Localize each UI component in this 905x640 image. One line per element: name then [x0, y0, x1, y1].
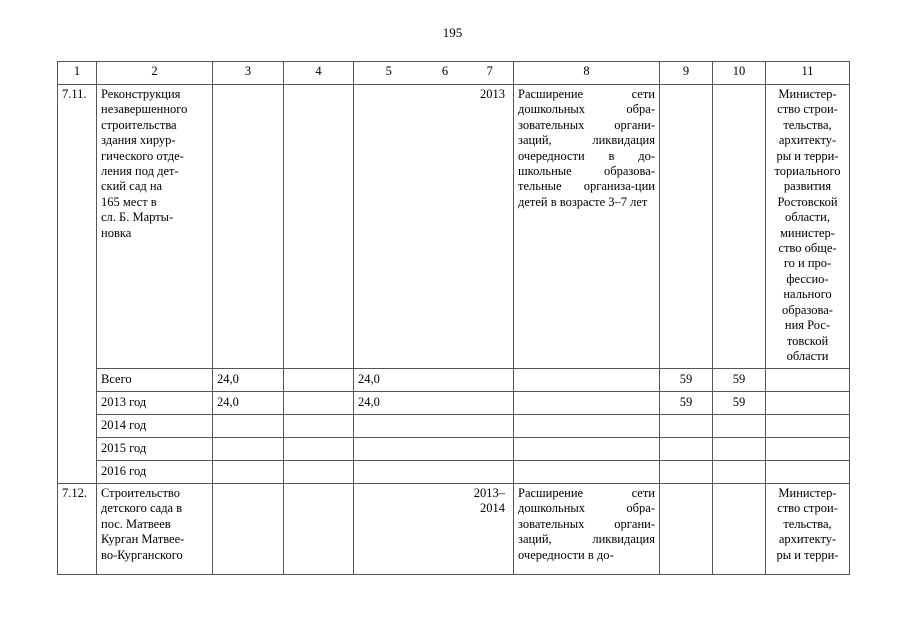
subrow-col4 [284, 392, 354, 415]
item-executor: Министер- ство строи- тельства, архитекту- ры и терри- [766, 484, 850, 575]
subrow-label: Всего [97, 369, 213, 392]
subrow-col4 [284, 461, 354, 484]
header-cell-11: 11 [766, 62, 850, 85]
subrow-col7 [467, 415, 514, 438]
header-row [58, 62, 850, 85]
subrow-col11 [766, 461, 850, 484]
subrow-col11 [766, 438, 850, 461]
cell-9 [660, 484, 713, 575]
item-number: 7.11. [58, 85, 97, 484]
subrow-col6 [424, 415, 467, 438]
cell-10 [713, 85, 766, 369]
subrow-col5 [354, 438, 424, 461]
table-row [58, 484, 850, 575]
subrow-col11 [766, 392, 850, 415]
header-cell-4: 4 [284, 62, 354, 85]
subrow-col4 [284, 415, 354, 438]
subrow-col8 [514, 369, 660, 392]
subrow-label: 2015 год [97, 438, 213, 461]
subrow-col10 [713, 438, 766, 461]
subrow-col11 [766, 369, 850, 392]
subrow-col11 [766, 415, 850, 438]
subrow-col8 [514, 415, 660, 438]
subrow-col7 [467, 461, 514, 484]
cell-4 [284, 85, 354, 369]
header-cell-9: 9 [660, 62, 713, 85]
subrow-col6 [424, 461, 467, 484]
header-cell-8: 8 [514, 62, 660, 85]
subrow-col6 [424, 438, 467, 461]
subrow-label: 2016 год [97, 461, 213, 484]
header-cell-1: 1 [58, 62, 97, 85]
subrow-col5: 24,0 [354, 392, 424, 415]
subrow-col6 [424, 392, 467, 415]
subrow-col3: 24,0 [213, 369, 284, 392]
table-row [58, 85, 850, 369]
table-row [58, 438, 850, 461]
subrow-col10 [713, 461, 766, 484]
table-row [58, 461, 850, 484]
subrow-col9 [660, 438, 713, 461]
program-table [57, 61, 850, 575]
table-row [58, 392, 850, 415]
cell-10 [713, 484, 766, 575]
subrow-col8 [514, 461, 660, 484]
cell-4 [284, 484, 354, 575]
subrow-col3 [213, 438, 284, 461]
subrow-label: 2013 год [97, 392, 213, 415]
subrow-label: 2014 год [97, 415, 213, 438]
subrow-col9: 59 [660, 369, 713, 392]
item-year: 2013– 2014 [467, 484, 514, 575]
table-row [58, 415, 850, 438]
item-number: 7.12. [58, 484, 97, 575]
subrow-col5 [354, 461, 424, 484]
item-name: Строительство детского сада в пос. Матвеев Курган Матвее- во-Курганского [97, 484, 213, 575]
item-purpose: Расширение сети дошкольных обра-зовательных органи-заций, ликвидация очередности в до-школьные образова-тельные организа-ции детей в возрасте 3–7 лет [514, 85, 660, 369]
subrow-col7 [467, 369, 514, 392]
header-cell-7: 7 [467, 62, 514, 85]
subrow-col6 [424, 369, 467, 392]
subrow-col3 [213, 415, 284, 438]
cell-3 [213, 484, 284, 575]
subrow-col5 [354, 415, 424, 438]
item-name: Реконструкция незавершенного строительства здания хирур- гического отде- ления под дет- ский сад на 165 мест в сл. Б. Марты- новка [97, 85, 213, 369]
subrow-col9 [660, 461, 713, 484]
subrow-col4 [284, 438, 354, 461]
cell-3 [213, 85, 284, 369]
subrow-col10: 59 [713, 369, 766, 392]
page-number: 195 [442, 25, 463, 40]
header-cell-3: 3 [213, 62, 284, 85]
subrow-col8 [514, 392, 660, 415]
header-cell-5: 5 [354, 62, 424, 85]
header-cell-2: 2 [97, 62, 213, 85]
subrow-col3 [213, 461, 284, 484]
subrow-col9 [660, 415, 713, 438]
subrow-col5: 24,0 [354, 369, 424, 392]
cell-5 [354, 484, 424, 575]
subrow-col10 [713, 415, 766, 438]
item-executor: Министер- ство строи- тельства, архитекту- ры и терри- ториального развития Ростовской области, министер- ство обще- го и про- фессио- нального образова- ния Рос- товской области [766, 85, 850, 369]
subrow-col7 [467, 438, 514, 461]
item-purpose: Расширение сети дошкольных обра-зовательных органи-заций, ликвидация очередности в до- [514, 484, 660, 575]
header-cell-6: 6 [424, 62, 467, 85]
header-cell-10: 10 [713, 62, 766, 85]
table-row [58, 369, 850, 392]
cell-9 [660, 85, 713, 369]
subrow-col3: 24,0 [213, 392, 284, 415]
subrow-col10: 59 [713, 392, 766, 415]
cell-6 [424, 85, 467, 369]
subrow-col9: 59 [660, 392, 713, 415]
item-year: 2013 [467, 85, 514, 369]
cell-5 [354, 85, 424, 369]
subrow-col8 [514, 438, 660, 461]
subrow-col4 [284, 369, 354, 392]
cell-6 [424, 484, 467, 575]
subrow-col7 [467, 392, 514, 415]
